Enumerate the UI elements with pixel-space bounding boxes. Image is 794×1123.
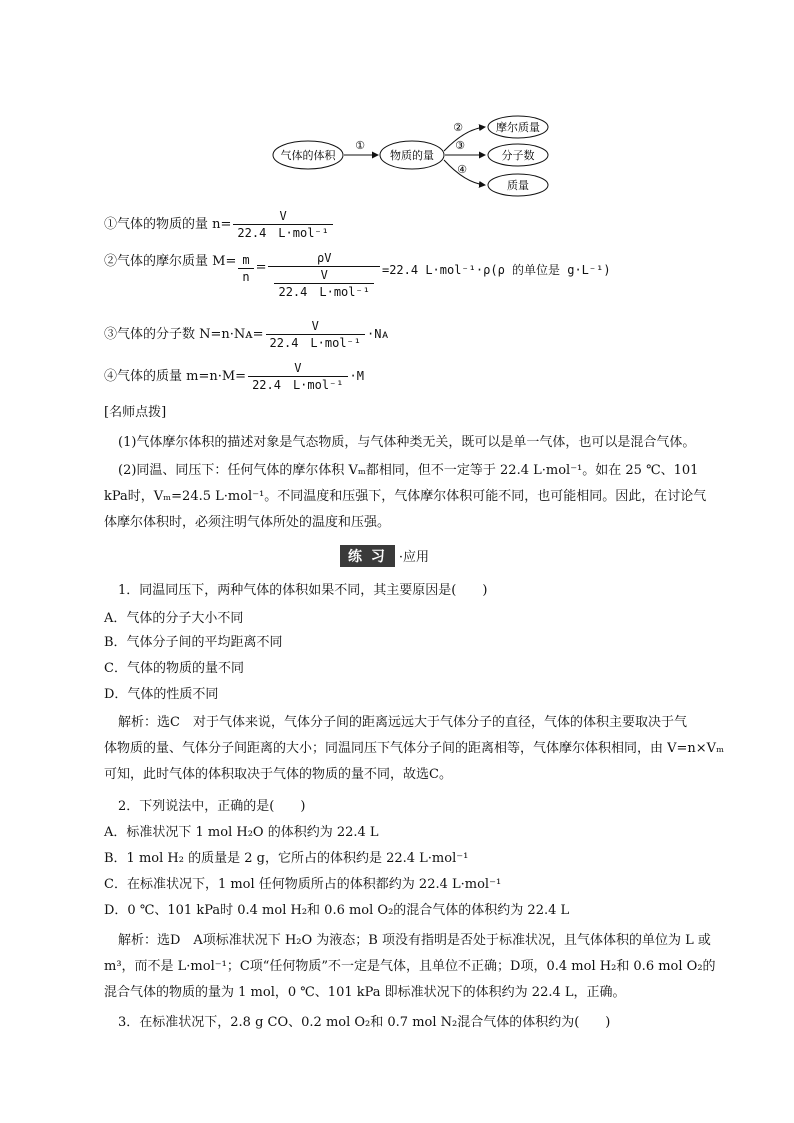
formula-2-eq: = xyxy=(255,260,267,275)
formula-2-inner-fraction xyxy=(274,267,373,300)
node-mass-label: 质量 xyxy=(507,179,529,192)
formula-3 xyxy=(104,318,389,351)
q1-answer-line-1: 解析：选C 对于气体来说，气体分子间的距离远远大于气体分子的直径，气体的体积主要取决于气 xyxy=(118,715,687,730)
arrow-3-label: ③ xyxy=(455,139,465,152)
node-molar-mass-label: 摩尔质量 xyxy=(496,121,540,134)
q3-stem: 3．在标准状况下，2.8 g CO、0.2 mol O₂和 0.7 mol N₂混合气体的体积约为( ) xyxy=(118,1015,611,1030)
section-subtitle: ·应用 xyxy=(398,550,430,565)
formula-2-fraction xyxy=(268,250,379,300)
node-amount-label: 物质的量 xyxy=(390,149,434,162)
section-header xyxy=(340,545,429,567)
tips-paragraph-1: (1)气体摩尔体积的描述对象是气态物质，与气体种类无关，既可以是单一气体，也可以是混合气体。 xyxy=(118,435,696,450)
formula-1-label: ①气体的物质的量 n= xyxy=(104,217,232,232)
formula-4-fraction xyxy=(248,360,347,393)
concept-diagram xyxy=(270,115,570,200)
formula-2-den xyxy=(268,267,379,300)
tips-paragraph-2-line-1: (2)同温、同压下：任何气体的摩尔体积 Vₘ都相同，但不一定等于 22.4 L·mol⁻¹。如在 25 ℃、101 xyxy=(118,463,699,478)
formula-2-mn-fraction xyxy=(238,252,253,285)
formula-4 xyxy=(104,360,364,393)
formula-4-label: ④气体的质量 m=n·M= xyxy=(104,369,247,384)
tips-heading: [名师点拨] xyxy=(104,405,167,420)
tips-paragraph-2-line-3: 体摩尔体积时，必须注明气体所处的温度和压强。 xyxy=(104,515,391,530)
q1-stem: 1．同温同压下，两种气体的体积如果不同，其主要原因是( ) xyxy=(118,583,488,598)
formula-2-label: ②气体的摩尔质量 M= xyxy=(104,254,237,269)
formula-3-fraction xyxy=(266,318,365,351)
formula-2-mn-num: m xyxy=(238,252,253,269)
formula-4-tail: ·M xyxy=(349,369,364,383)
formula-4-den: 22.4 L·mol⁻¹ xyxy=(252,378,344,392)
q2-answer-line-2: m³，而不是 L·mol⁻¹；C项“任何物质”不一定是气体，且单位不正确；D项，0.4 mol H₂和 0.6 mol O₂的 xyxy=(104,959,716,974)
q1-option-a: A．气体的分子大小不同 xyxy=(104,611,244,626)
arrow-1-label: ① xyxy=(355,139,365,152)
formula-2-mn-den: n xyxy=(242,270,250,284)
formula-3-label: ③气体的分子数 N=n·Nᴀ= xyxy=(104,327,264,342)
formula-3-den: 22.4 L·mol⁻¹ xyxy=(269,336,362,350)
formula-2-inner-num: V xyxy=(274,267,373,284)
node-molecules-label: 分子数 xyxy=(501,149,535,162)
formula-2-tail: =22.4 L·mol⁻¹·ρ(ρ 的单位是 g·L⁻¹) xyxy=(381,263,611,277)
formula-2 xyxy=(104,250,611,300)
arrow-2-label: ② xyxy=(453,121,463,134)
q2-option-a: A．标准状况下 1 mol H₂O 的体积约为 22.4 L xyxy=(104,825,379,840)
node-volume-label: 气体的体积 xyxy=(280,149,336,162)
formula-2-num: ρV xyxy=(268,250,379,267)
formula-1 xyxy=(104,208,335,241)
q2-answer-line-3: 混合气体的物质的量为 1 mol，0 ℃、101 kPa 即标准状况下的体积约为 22.4 L，正确。 xyxy=(104,985,626,1000)
q1-option-d: D．气体的性质不同 xyxy=(104,687,219,702)
formula-1-num: V xyxy=(233,208,332,225)
section-badge: 练 习 xyxy=(340,545,395,567)
q1-answer-line-2: 体物质的量、气体分子间距离的大小；同温同压下气体分子间的距离相等，气体摩尔体积相同，由 V=n×Vₘ xyxy=(104,741,725,756)
formula-2-inner-den: 22.4 L·mol⁻¹ xyxy=(278,285,370,299)
formula-1-den: 22.4 L·mol⁻¹ xyxy=(237,226,329,240)
q2-option-c: C．在标准状况下，1 mol 任何物质所占的体积都约为 22.4 L·mol⁻¹ xyxy=(104,877,502,892)
tips-paragraph-2-line-2: kPa时，Vₘ=24.5 L·mol⁻¹。不同温度和压强下，气体摩尔体积可能不同，也可能相同。因此，在讨论气 xyxy=(104,489,707,504)
formula-3-num: V xyxy=(266,318,365,335)
q2-option-d: D．0 ℃、101 kPa时 0.4 mol H₂和 0.6 mol O₂的混合气体的体积约为 22.4 L xyxy=(104,903,570,918)
q2-stem: 2．下列说法中，正确的是( ) xyxy=(118,799,306,814)
q2-answer-line-1: 解析：选D A项标准状况下 H₂O 为液态；B 项没有指明是否处于标准状况，且气体体积的单位为 L 或 xyxy=(118,933,711,948)
q2-option-b: B．1 mol H₂ 的质量是 2 g，它所占的体积约是 22.4 L·mol⁻¹ xyxy=(104,851,469,866)
formula-3-tail: ·Nᴀ xyxy=(367,327,389,341)
q1-answer-line-3: 可知，此时气体的体积取决于气体的物质的量不同，故选C。 xyxy=(104,767,452,782)
formula-4-num: V xyxy=(248,360,347,377)
q1-option-b: B．气体分子间的平均距离不同 xyxy=(104,635,283,650)
q1-option-c: C．气体的物质的量不同 xyxy=(104,661,244,676)
formula-1-fraction xyxy=(233,208,332,241)
arrow-4-label: ④ xyxy=(457,163,467,176)
